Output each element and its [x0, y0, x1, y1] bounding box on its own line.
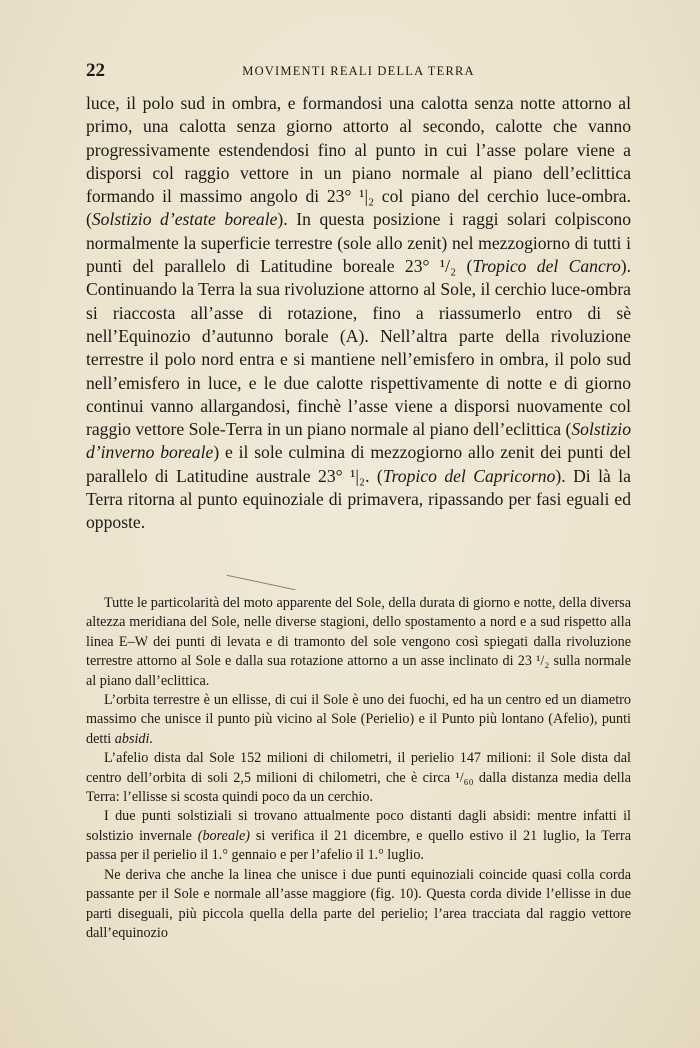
text-run: ). Di là la Terra ritorna al punto equinoziale di primavera, ripassando per fasi eguali ed opposte. [86, 465, 631, 533]
note-paragraph: L’afelio dista dal Sole 152 milioni di chilometri, il perielio 147 milioni: il Sole dista dal centro dell’orbita di soli 2,5 milioni di chilometri, che è circa ¹/₆₀ dalla distanza media della Terra: l’ellisse si scosta quindi poco da un cerchio. [86, 750, 631, 806]
italic-term: Solstizio d’estate boreale [91, 209, 278, 230]
section-separator [227, 575, 296, 591]
text-run: L’orbita terrestre è un ellisse, di cui il Sole è uno dei fuochi, ed ha un centro ed un diametro massimo che unisce il punto più vicino al Sole (Perielio) e il Punto più lontano (Afelio), punti detti [86, 692, 631, 747]
text-run: ). Continuando la Terra la sua rivoluzione attorno al Sole, il cerchio luce-ombra si riaccosta all’asse di rotazione, fino a riassumerlo entro di sè nell’Equinozio d’autunno borale (A). Nell’altra parte della rivoluzione terrestre il polo nord entra e si mantiene nell’emisfero in ombra, il polo sud nell’emisfero in luce, e le due calotte rispettivamente di notte e di giorno continui vanno allargandosi, finchè l’asse viene a disporsi nuovamente col raggio vettore Sole-Terra in un piano normale al piano dell’eclittica ( [86, 256, 632, 440]
note-paragraph [86, 807, 631, 865]
notes-section [86, 594, 631, 943]
running-title: MOVIMENTI REALI DELLA TERRA [242, 64, 475, 78]
italic-term: Tropico del Capricorno [382, 465, 556, 486]
text-run: ). In questa posizione i raggi solari colpiscono normalmente la superficie terrestre (sole allo zenit) nel mezzogiorno di tutti i punti del parallelo di Latitudine boreale 23° ¹/₂ ( [86, 209, 632, 277]
italic-term: Tropico del Cancro [472, 256, 621, 277]
text-run: si verifica il 21 dicembre, e quello estivo il 21 luglio, la Terra passa per il perielio il 1.° gennaio e per l’afelio il 1.° luglio. [86, 827, 631, 864]
italic-term: absidi. [114, 730, 153, 747]
note-paragraph [86, 691, 631, 749]
text-run: I due punti solstiziali si trovano attualmente poco distanti dagli absidi: mentre infatti il solstizio invernale [86, 808, 631, 844]
page-header [86, 60, 631, 84]
page-number: 22 [86, 60, 105, 81]
note-paragraph: Tutte le particolarità del moto apparente del Sole, della durata di giorno e notte, della diversa altezza meridiana del Sole, nelle diverse stagioni, dello spostamento a nord e a sud rispetto alla linea E–W dei punti di levata e di tramonto del sole vengono così spiegati dalla rivoluzione terrestre attorno al Sole e dalla sua rotazione attorno a un asse inclinato di 23 ¹/₂ sulla normale al piano dall’eclittica. [86, 595, 632, 689]
italic-term: Solstizio d’inverno boreale [86, 419, 631, 463]
italic-term: (boreale) [197, 827, 250, 844]
text-run: ) e il sole culmina di mezzogiorno allo zenit dei punti del parallelo di Latitudine australe 23° ¹|₂. ( [86, 442, 631, 486]
text-run: luce, il polo sud in ombra, e formandosi una calotta senza notte attorno al primo, una calotta senza giorno attorto al secondo, calotte che vanno progressivamente estendendosi fino al punto in cui l’asse polare viene a disporsi col raggio vettore in un piano normale al piano dell’eclittica formando il massimo angolo di 23° ¹|₂ col piano del cerchio luce-ombra. ( [86, 93, 631, 230]
main-text [86, 92, 631, 535]
main-paragraph [86, 92, 631, 535]
note-paragraph: Ne deriva che anche la linea che unisce i due punti equinoziali coincide quasi colla corda passante per il Sole e normale all’asse maggiore (fig. 10). Questa corda divide l’ellisse in due parti diseguali, più piccola quella della parte del perielio; l’area tracciata dal raggio vettore dall’equinozio [86, 866, 631, 941]
